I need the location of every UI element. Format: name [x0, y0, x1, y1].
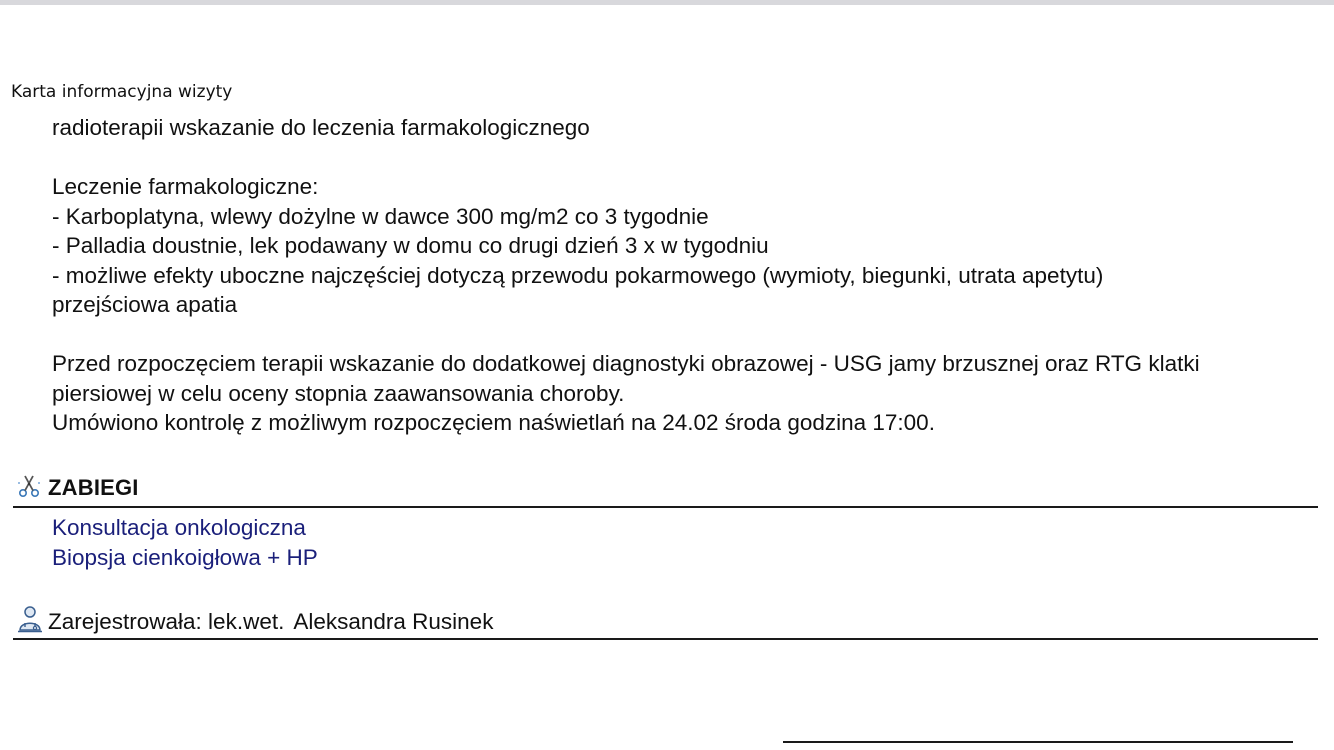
top-bar [0, 0, 1334, 5]
procedures-title: ZABIEGI [48, 475, 139, 500]
procedure-item: Biopsja cienkoigłowa + HP [52, 544, 318, 570]
procedures-list [52, 513, 318, 572]
section-divider [13, 506, 1318, 508]
registered-name: Aleksandra Rusinek [293, 609, 494, 634]
notes-spacer [52, 143, 1322, 173]
notes-line: piersiowej w celu oceny stopnia zaawansowania choroby. [52, 380, 625, 406]
notes-line: - Palladia doustnie, lek podawany w domu co drugi dzień 3 x w tygodniu [52, 233, 769, 258]
notes-line: radioterapii wskazanie do leczenia farmakologicznego [52, 115, 590, 140]
notes-line: Leczenie farmakologiczne: [52, 174, 319, 199]
visit-notes [52, 113, 1322, 438]
section-divider [13, 638, 1318, 640]
document-header: Karta informacyjna wizyty [11, 82, 233, 102]
registered-by [16, 605, 493, 639]
scissors-icon [16, 473, 42, 504]
signature-line [783, 741, 1293, 743]
notes-line: Umówiono kontrolę z możliwym rozpoczęciem naświetlań na 24.02 środa godzina 17:00. [52, 410, 935, 435]
procedure-item: Konsultacja onkologiczna [52, 515, 306, 540]
notes-spacer [52, 320, 1322, 350]
notes-line: - Karboplatyna, wlewy dożylne w dawce 300 mg/m2 co 3 tygodnie [52, 203, 709, 229]
notes-line: Przed rozpoczęciem terapii wskazanie do dodatkowej diagnostyki obrazowej - USG jamy brzusznej oraz RTG klatki [52, 351, 1200, 376]
notes-line: - możliwe efekty uboczne najczęściej dotyczą przewodu pokarmowego (wymioty, biegunki, utrata apetytu) [52, 262, 1104, 288]
procedures-section-header [16, 473, 139, 503]
registered-label: Zarejestrowała: lek.wet. [48, 609, 285, 634]
notes-line: przejściowa apatia [52, 292, 238, 317]
doctor-icon [16, 605, 44, 639]
